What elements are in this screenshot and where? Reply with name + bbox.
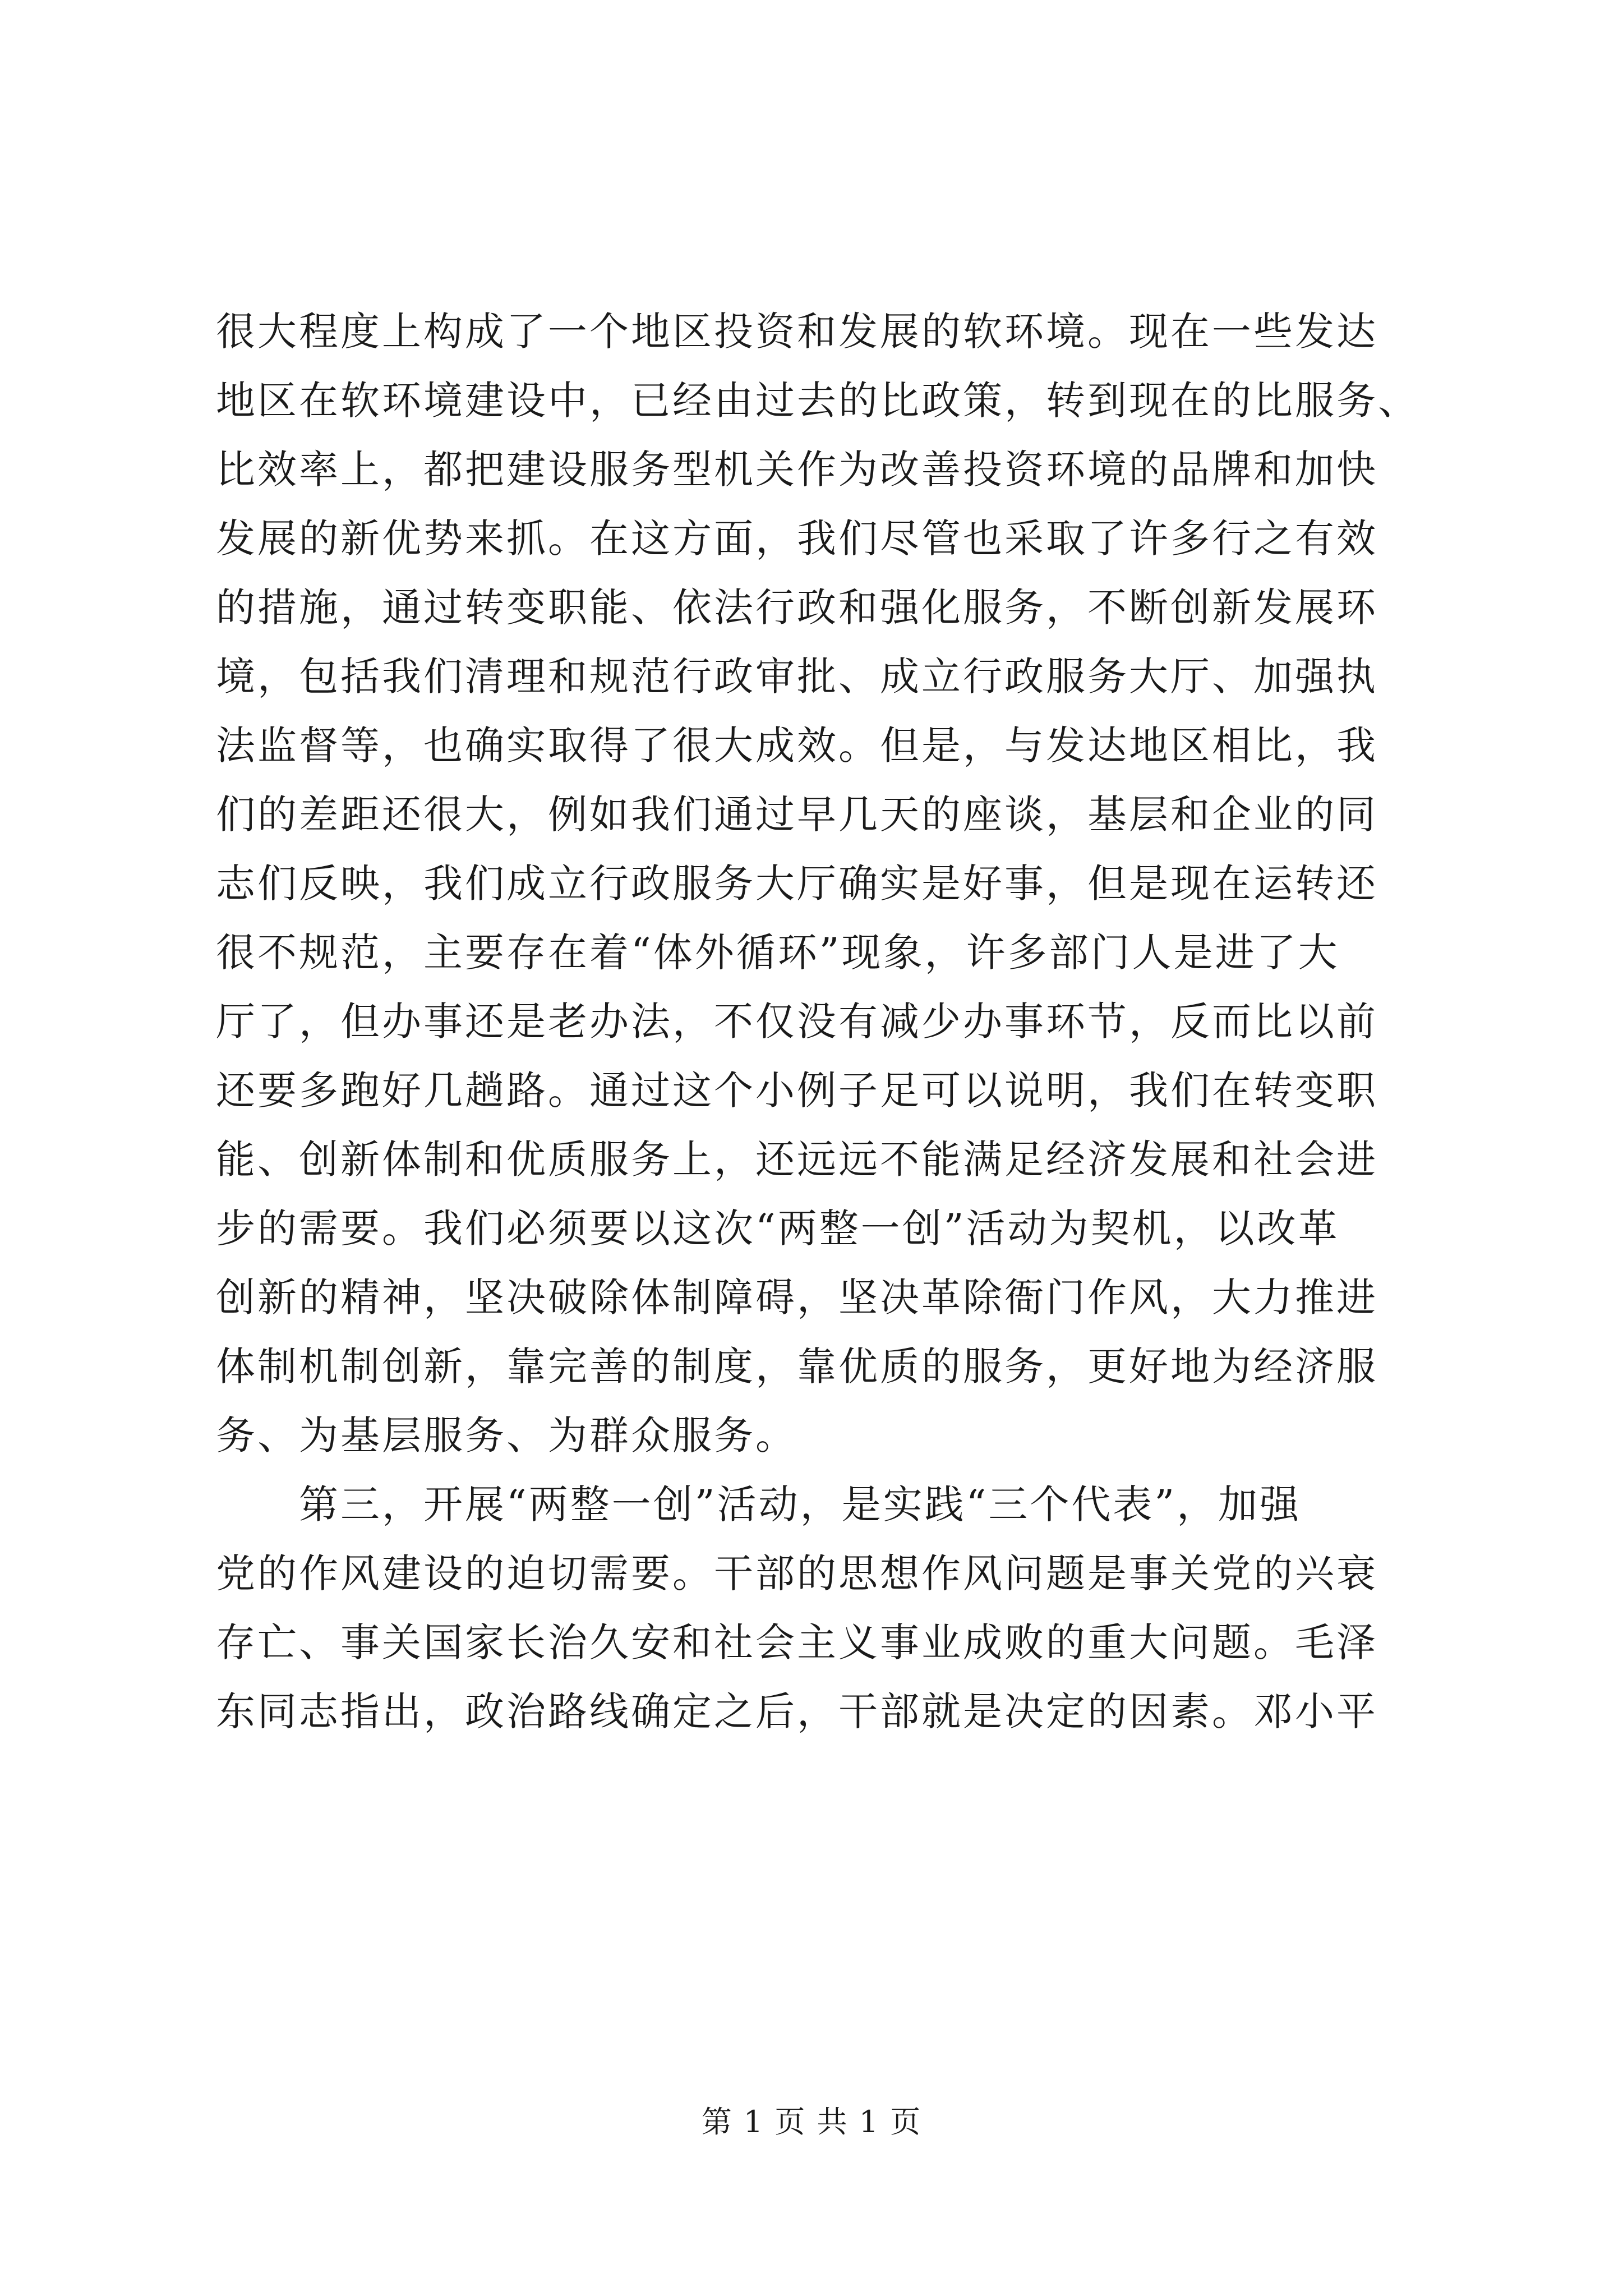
text-line: 发展的新优势来抓。在这方面，我们尽管也采取了许多行之有效	[216, 516, 1378, 562]
body-text	[216, 297, 1422, 1746]
text-line: 境，包括我们清理和规范行政审批、成立行政服务大厅、加强执	[216, 654, 1378, 700]
text-line: 务、为基层服务、为群众服务。	[216, 1412, 797, 1458]
text-line: 厅了，但办事还是老办法，不仅没有减少办事环节，反而比以前	[216, 999, 1378, 1045]
text-line: 第三，开展“两整一创”活动，是实践“三个代表”，加强	[216, 1481, 1302, 1527]
text-line: 志们反映，我们成立行政服务大厅确实是好事，但是现在运转还	[216, 861, 1378, 907]
text-line: 体制机制创新，靠完善的制度，靠优质的服务，更好地为经济服	[216, 1343, 1378, 1389]
text-line: 的措施，通过转变职能、依法行政和强化服务，不断创新发展环	[216, 585, 1378, 631]
page-number-label: 第 1 页 共 1 页	[701, 2104, 922, 2139]
text-line: 党的作风建设的迫切需要。干部的思想作风问题是事关党的兴衰	[216, 1550, 1378, 1596]
page-footer	[0, 2102, 1623, 2142]
text-line: 能、创新体制和优质服务上，还远远不能满足经济发展和社会进	[216, 1137, 1378, 1182]
text-line: 们的差距还很大，例如我们通过早几天的座谈，基层和企业的同	[216, 792, 1378, 838]
text-line: 步的需要。我们必须要以这次“两整一创”活动为契机，以改革	[216, 1205, 1340, 1251]
text-line: 比效率上，都把建设服务型机关作为改善投资环境的品牌和加快	[216, 447, 1378, 493]
text-line: 地区在软环境建设中，已经由过去的比政策，转到现在的比服务、	[216, 378, 1419, 424]
text-line: 东同志指出，政治路线确定之后，干部就是决定的因素。邓小平	[216, 1688, 1378, 1734]
text-line: 创新的精神，坚决破除体制障碍，坚决革除衙门作风，大力推进	[216, 1274, 1378, 1320]
text-line: 还要多跑好几趟路。通过这个小例子足可以说明，我们在转变职	[216, 1068, 1378, 1114]
text-line: 存亡、事关国家长治久安和社会主义事业成败的重大问题。毛泽	[216, 1619, 1378, 1665]
text-line: 很不规范，主要存在着“体外循环”现象，许多部门人是进了大	[216, 930, 1340, 976]
text-line: 法监督等，也确实取得了很大成效。但是，与发达地区相比，我	[216, 723, 1378, 769]
text-line: 很大程度上构成了一个地区投资和发展的软环境。现在一些发达	[216, 309, 1378, 355]
